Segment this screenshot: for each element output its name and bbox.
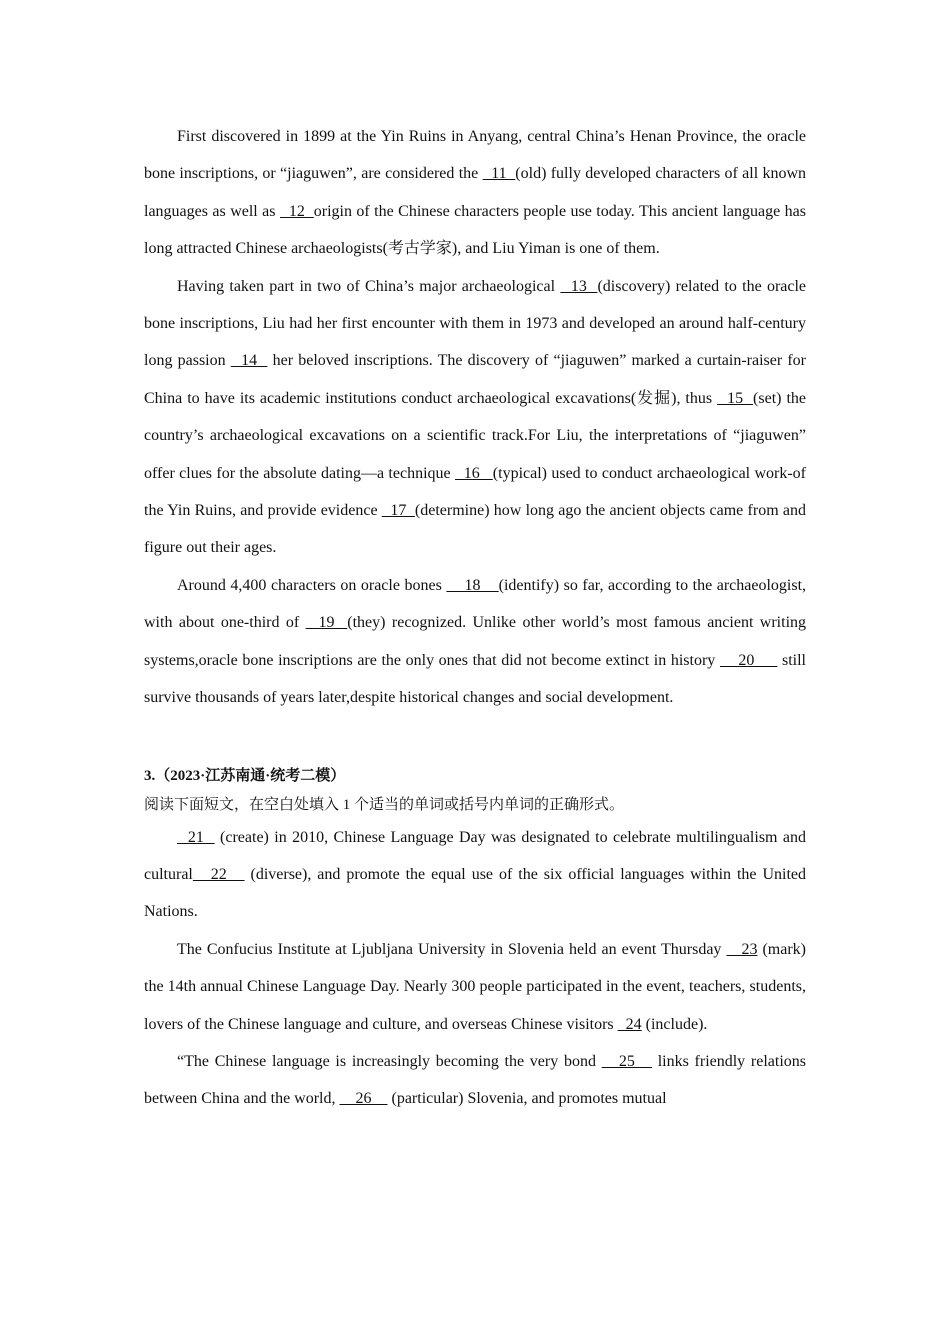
passage-1 [144,118,806,717]
answer-blank[interactable]: 20 [719,651,778,669]
paragraph [144,1043,806,1118]
paragraph-text: (mark) the 14th annual Chinese Language Day. Nearly 300 people participated in the event, teachers, students, lovers of the Chinese language and culture, and overseas Chinese visitors [144,940,807,1033]
paragraph [144,567,806,717]
answer-blank[interactable]: 18 [446,576,499,594]
answer-blank[interactable]: 12 [279,202,314,220]
paragraph-text: (discovery) related to the oracle bone inscriptions, Liu had her first encounter with them in 1973 and developed an around half-century long passion [144,277,807,370]
paragraph-text: (they) recognized. Unlike other world’s most famous ancient writing systems,oracle bone inscriptions are the only ones that did not become extinct in history [144,614,807,669]
section-3-heading: 3.（2023·江苏南通·统考二模） [144,767,346,784]
answer-blank[interactable]: 16 [455,464,493,482]
paragraph-text: (set) the country’s archaeological excavations on a scientific track.For Liu, the interpretations of “jiaguwen” offer clues for the absolute dating—a technique [144,389,806,482]
paragraph-text: still survive thousands of years later,despite historical changes and social development. [144,651,807,707]
paragraph-text: her beloved inscriptions. The discovery of “jiaguwen” marked a curtain-raiser for China to have its academic institutions conduct archaeological excavations(发掘), thus [144,352,806,407]
paragraph-text: (old) fully developed characters of all known languages as well as [144,165,807,220]
answer-blank[interactable]: 11 [482,165,516,183]
answer-blank[interactable]: 24 [617,1015,642,1033]
answer-blank[interactable]: 13 [560,277,598,295]
paragraph-text: (diverse), and promote the equal use of the six official languages within the United Nations. [144,865,806,921]
paragraph-text: First discovered in 1899 at the Yin Ruins in Anyang, central China’s Henan Province, the oracle bone inscriptions, or “jiaguwen”, are considered the [144,128,806,183]
paragraph-text: Having taken part in two of China’s major archaeological [177,277,561,295]
document-page [144,118,806,1118]
section-3-instruction: 阅读下面短文，在空白处填入 1 个适当的单词或括号内单词的正确形式。 [144,796,625,813]
paragraph-text: links friendly relations between China and the world, [144,1052,806,1108]
paragraph-text: The Confucius Institute at Ljubljana University in Slovenia held an event Thursday [177,940,727,958]
paragraph-text: (particular) Slovenia, and promotes mutual [387,1090,667,1108]
answer-blank[interactable]: 14 [230,352,268,370]
paragraph [144,268,806,567]
paragraph-text: (determine) how long ago the ancient objects came from and figure out their ages. [144,502,807,557]
answer-blank[interactable]: 21 [177,828,215,846]
answer-blank[interactable]: 26 [339,1090,388,1108]
paragraph-text: Around 4,400 characters on oracle bones [177,576,447,594]
answer-blank[interactable]: 22 [192,865,245,883]
answer-blank[interactable]: 25 [601,1052,652,1070]
passage-3 [144,819,806,1118]
paragraph-text: (identify) so far, according to the archaeologist, with about one-third of [144,576,807,632]
paragraph-text: “The Chinese language is increasingly becoming the very bond [177,1052,602,1070]
answer-blank[interactable]: 15 [717,389,754,407]
answer-blank[interactable]: 17 [381,502,415,520]
answer-blank[interactable]: 19 [305,614,348,632]
answer-blank[interactable]: 23 [726,940,758,958]
paragraph-text: (typical) used to conduct archaeological work-of the Yin Ruins, and provide evidence [144,464,807,520]
paragraph-text: (create) in 2010, Chinese Language Day was designated to celebrate multilingualism and cultural [144,828,807,883]
paragraph-text: origin of the Chinese characters people use today. This ancient language has long attracted Chinese archaeologists(考古学家), and Liu Yiman is one of them. [144,202,807,258]
paragraph [144,931,806,1043]
paragraph [144,118,806,268]
paragraph [144,819,806,931]
paragraph-text: (include). [641,1015,708,1033]
